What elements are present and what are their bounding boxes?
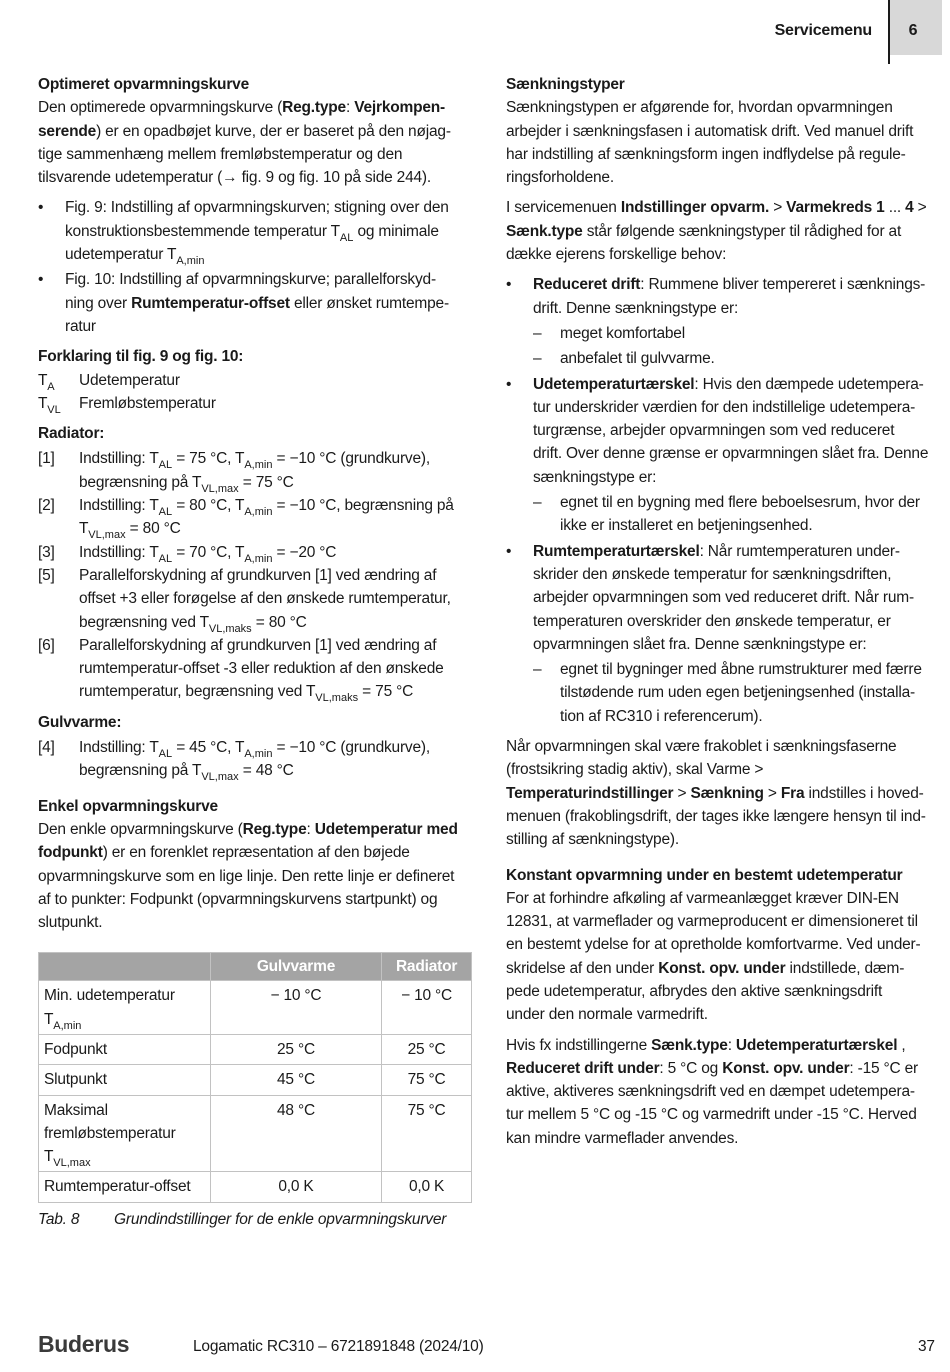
table-row: Maksimal fremløbstemperatur $T_{VL,max}$ 48 °C 75 °C <box>39 1095 472 1172</box>
radiator-heading: Radiator: <box>38 425 105 443</box>
menu-path-paragraph: I servicemenuen Indstillinger opvarm. > Varmekreds 1 ... 4 > Sænk.type står følgende sænkningstyper til rådighed for at dække ejerens forskellige behov: <box>506 199 927 264</box>
setback-types-heading: Sænkningstyper <box>506 76 625 93</box>
table-caption: Tab. 8 Grundindstillinger for de enkle opvarmningskurver <box>38 1210 447 1228</box>
list-item: – meget komfortabel <box>533 324 685 342</box>
table-header-floor: Gulvvarme <box>210 953 381 981</box>
list-item: • Fig. 10: Indstilling af opvarmningskurve; parallelforskyd- ning over Rumtemperatur-offset eller ønsket rumtempe- ratur <box>38 268 478 338</box>
table-header-radiator: Radiator <box>382 953 472 981</box>
legend-list: $T_A$ Udetemperatur $T_{VL}$ Fremløbstemperatur <box>38 371 216 416</box>
optimized-curve-heading: Optimeret opvarmningskurve <box>38 76 249 93</box>
left-column <box>38 73 478 1231</box>
constant-heating-heading: Konstant opvarmning under en bestemt udetemperatur <box>506 866 903 884</box>
example-paragraph: Hvis fx indstillingerne Sænk.type: Udetemperaturtærskel , Reduceret drift under: 5 °C og Konst. opv. under: -15 °C er aktive, aktiveres sænkningsdrift ved en dæmpet udetempera- tur mellem 5 °C og -15 °C og varmedrift under -15 °C. Herved kan mindre varmeflader anvendes. <box>506 1036 919 1147</box>
table-row: Min. udetemperatur $T_{A,min}$ − 10 °C − 10 °C <box>39 981 472 1035</box>
chapter-number: 6 <box>908 22 918 39</box>
constant-heating-paragraph: For at forhindre afkøling af varmeanlægget kræver DIN-EN 12831, at varmeflader og varmeproducent er dimensioneret til en bestemt ydelse for at opretholde komfortvarme. Ved under- skridelse af den under Konst. opv. under indstillede, dæm- pede udetemperatur, afbrydes den aktive sænkningsdrift under den normale varmedrift. <box>506 889 921 1024</box>
right-column <box>506 73 942 1150</box>
page-number: 37 <box>918 1338 935 1355</box>
list-item: • Udetemperaturtærskel: Hvis den dæmpede udetempera- tur underskrider værdien for den indstillelige udetempera- turgrænse, arbejder opvarmningen som ved reduceret drift. Over denne grænse er opvarmningen slået fra. Denne sænkningstype er: <box>506 373 942 489</box>
legend-heading: Forklaring til fig. 9 og fig. 10: <box>38 348 244 366</box>
floor-heating-heading: Gulvvarme: <box>38 713 122 731</box>
table-row: Rumtemperatur-offset 0,0 K 0,0 K <box>39 1172 472 1202</box>
arrow-right-icon: → <box>222 169 238 187</box>
optimized-curve-paragraph: Den optimerede opvarmningskurve (Reg.type: Vejrkompen- serende) er en opadbøjet kurve, der er baseret på den nøjag- tige sammenhæng mellem fremløbstemperatur og den tilsvarende udetemperatur (→ fig. 9 og fig. 10 på side 244). <box>38 99 451 187</box>
list-item: – anbefalet til gulvvarme. <box>533 350 715 368</box>
settings-table <box>38 952 472 1202</box>
table-header-empty <box>39 953 211 981</box>
list-item: • Fig. 9: Indstilling af opvarmningskurven; stigning over den konstruktionsbestemmende temperatur $T_{AL}$ og minimale udetemperatur $T_{A,min}$ <box>38 196 478 266</box>
list-item: • Rumtemperaturtærskel: Når rumtemperaturen under- skrider den ønskede temperatur for sænkningsdriften, arbejder opvarmningen som ved reduceret drift. Når rum- temperaturen overskrider den ønskede temperatur, er opvarmningen slået fra. Denne sænkningstype er: <box>506 540 942 656</box>
list-item: – egnet til en bygning med flere beboelsesrum, hvor der ikke er installeret en betjeningsenhed. <box>533 494 920 535</box>
buderus-logo: Buderus <box>38 1331 130 1357</box>
radiator-list: [1] Indstilling: $T_{AL} = 75$ °C, $T_{A,min} = -10$ °C (grundkurve), begrænsning på $T_{VL,max} = 75$ °C [2] Indstilling: $T_{AL} = 80$ °C, $T_{A,min} = -10$ °C, begrænsning på $T_{VL,max} = 80$ °C [3] Indstilling: $T_{AL} = 70$ °C, $T_{A,min} = -20$ °C [5] Parallelforskydning af grundkurven [1] ved ændring af offset +3 eller forøgelse af den ønskede rumtemperatur, begrænsning ved $T_{VL,maks} = 80$ °C [6] Parallelforskydning af grundkurven [1] ved ændring af rumtemperatur-offset -3 eller reduktion af den ønskede rumtemperatur, begrænsning ved $T_{VL,maks} = 75$ °C <box>38 450 454 705</box>
off-mode-paragraph: Når opvarmningen skal være frakoblet i sænkningsfaserne (frostsikring stadig aktiv), skal Varme > Temperaturindstillinger > Sænkning > Fra indstilles i hoved- menuen (frakoblingsdrift, der tages ikke længere hensyn til ind- stilling af sænkningstype). <box>506 738 926 849</box>
document-reference: Logamatic RC310 – 6721891848 (2024/10) <box>193 1338 484 1355</box>
simple-curve-heading: Enkel opvarmningskurve <box>38 797 218 815</box>
list-item: • Reduceret drift: Rummene bliver tempereret i sænknings- drift. Denne sænkningstype er: <box>506 273 942 320</box>
table-row: Slutpunkt 45 °C 75 °C <box>39 1065 472 1095</box>
table-row: Fodpunkt 25 °C 25 °C <box>39 1034 472 1064</box>
section-title: Servicemenu <box>774 22 872 39</box>
floor-heating-list: [4] Indstilling: $T_{AL} = 45$ °C, $T_{A,min} = -10$ °C (grundkurve), begrænsning på $T_{VL,max} = 48$ °C <box>38 739 430 784</box>
simple-curve-paragraph: Den enkle opvarmningskurve (Reg.type: Udetemperatur med fodpunkt) er en forenklet repræsentation af den bøjede opvarmningskurve som en lige linje. Den rette linje er defineret af to punkter: Fodpunkt (opvarmningskurvens startpunkt) og slutpunkt. <box>38 820 458 932</box>
list-item: – egnet til bygninger med åbne rumstrukturer med færre tilstødende rum uden egen betjeningsenhed (installa- tion af RC310 i referencerum). <box>533 661 922 725</box>
setback-types-paragraph: Sænkningstypen er afgørende for, hvordan opvarmningen arbejder i sænkningsfasen i automatisk drift. Ved manuel drift har indstilling af sænkningsform ingen indflydelse på regule- ringsforholdene. <box>506 99 914 187</box>
